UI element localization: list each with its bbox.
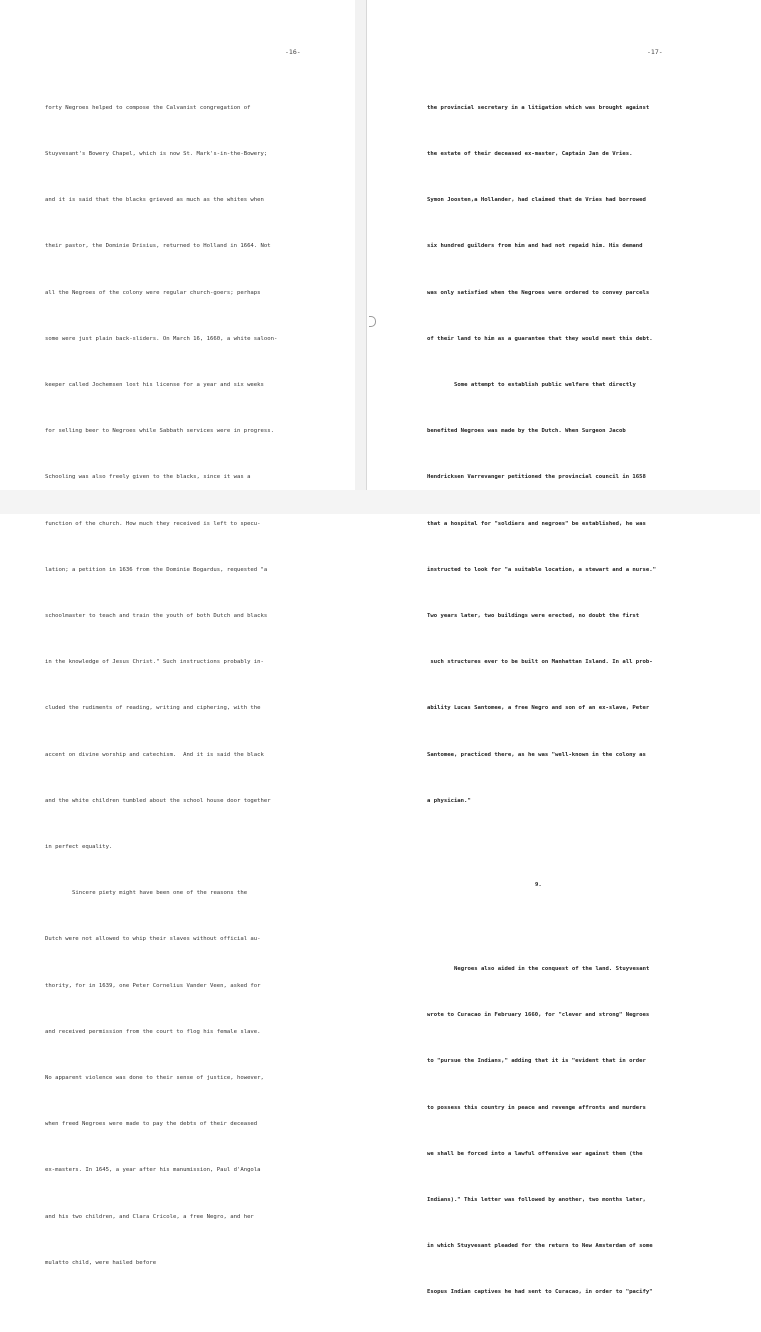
text-line: Stuyvesant's Bowery Chapel, which is now St. Mark's-in-the-Bowery; <box>45 151 268 158</box>
scan-margin <box>0 490 760 514</box>
text-line: such structures ever to be built on Manhattan Island. In all prob- <box>427 659 653 666</box>
text-line: and it is said that the blacks grieved as much as the whites when <box>45 197 264 204</box>
text-line: of their land to him as a guarantee that they would meet this debt. <box>427 335 653 342</box>
spacer <box>427 924 656 931</box>
text-line: Indians)." This letter was followed by another, two months later, <box>427 1196 646 1203</box>
text-line: thority, for in 1639, one Peter Cornelius Vander Veen, asked for <box>45 982 261 989</box>
text-line: benefited Negroes was made by the Dutch. When Surgeon Jacob <box>427 428 626 435</box>
text-line: in perfect equality. <box>45 844 113 851</box>
section-number: 9. <box>535 881 542 888</box>
text-line: Dutch were not allowed to whip their slaves without official au- <box>45 936 261 943</box>
text-line: a physician." <box>427 797 471 804</box>
text-line: schoolmaster to teach and train the youth of both Dutch and blacks <box>45 613 268 620</box>
text-line: and the white children tumbled about the school house door together <box>45 797 271 804</box>
page-number-right: -17- <box>647 48 663 56</box>
text-line: cluded the rudiments of reading, writing and ciphering, with the <box>45 705 261 712</box>
text-line: and received permission from the court to flog his female slave. <box>45 1028 261 1035</box>
text-line: keeper called Jochemsen lost his license for a year and six weeks <box>45 382 264 389</box>
text-line: Some attempt to establish public welfare that directly <box>454 382 636 389</box>
text-line: Sincere piety might have been one of the reasons the <box>72 890 248 897</box>
text-line: Santomee, practiced there, as he was "well-known in the colony as <box>427 751 646 758</box>
text-line: forty Negroes helped to compose the Calvanist congregation of <box>45 104 251 111</box>
left-page <box>0 0 356 1266</box>
text-line: to possess this country in peace and revenge affronts and murders <box>427 1104 646 1111</box>
text-line: in which Stuyvesant pleaded for the return to New Amsterdam of some <box>427 1243 653 1250</box>
text-line: No apparent violence was done to their sense of justice, however, <box>45 1075 264 1082</box>
text-line: we shall be forced into a lawful offensive war against them (the <box>427 1150 643 1157</box>
text-line: instructed to look for "a suitable location, a stewart and a nurse." <box>427 566 657 573</box>
text-line: mulatto child, were hailed before <box>45 1259 157 1266</box>
text-line: Symon Joosten,a Hollander, had claimed that de Vries had borrowed <box>427 197 646 204</box>
text-line: Esopus Indian captives he had sent to Curacao, in order to "pacify" <box>427 1289 653 1296</box>
text-line: ex-masters. In 1645, a year after his manumission, Paul d'Angola <box>45 1167 261 1174</box>
left-page-text <box>45 70 277 1302</box>
binding-gutter <box>355 0 366 514</box>
text-line: for selling beer to Negroes while Sabbath services were in progress. <box>45 428 275 435</box>
text-line: when freed Negroes were made to pay the debts of their deceased <box>45 1121 258 1128</box>
text-line: that a hospital for "soldiers and negroes" be established, he was <box>427 520 646 527</box>
right-page <box>366 0 761 1296</box>
text-line: ability Lucas Santomee, a free Negro and son of an ex-slave, Peter <box>427 705 650 712</box>
text-line: six hundred guilders from him and had not repaid him. His demand <box>427 243 643 250</box>
text-line: accent on divine worship and catechism. And it is said the black <box>45 751 264 758</box>
text-line: Schooling was also freely given to the blacks, since it was a <box>45 474 251 481</box>
text-line: the estate of their deceased ex-master, Captain Jan de Vries. <box>427 151 633 158</box>
text-line: Two years later, two buildings were erected, no doubt the first <box>427 613 640 620</box>
text-line: function of the church. How much they received is left to specu- <box>45 520 261 527</box>
text-line: and his two children, and Clara Cricole, a free Negro, and her <box>45 1213 254 1220</box>
text-line: was only satisfied when the Negroes were ordered to convey parcels <box>427 289 650 296</box>
text-line: Negroes also aided in the conquest of the land. Stuyvesant <box>454 965 650 972</box>
text-line: all the Negroes of the colony were regular church-goers; perhaps <box>45 289 261 296</box>
text-line: Hendricksen Varrevanger petitioned the provincial council in 1658 <box>427 474 646 481</box>
text-line: the provincial secretary in a litigation which was brought against <box>427 104 650 111</box>
text-line: lation; a petition in 1636 from the Dominie Bogardus, requested "a <box>45 566 268 573</box>
text-line: in the knowledge of Jesus Christ." Such instructions probably in- <box>45 659 264 666</box>
punch-hole <box>369 316 376 327</box>
text-line: some were just plain back-sliders. On March 16, 1660, a white saloon- <box>45 335 278 342</box>
text-line: to "pursue the Indians," adding that it is "evident that in order <box>427 1058 646 1065</box>
text-line: wrote to Curacao in February 1660, for "clever and strong" Negroes <box>427 1012 650 1019</box>
page-number-left: -16- <box>285 48 301 56</box>
text-line: their pastor, the Dominie Drisius, returned to Holland in 1664. Not <box>45 243 271 250</box>
spacer <box>427 840 656 847</box>
right-page-text <box>427 70 656 1332</box>
